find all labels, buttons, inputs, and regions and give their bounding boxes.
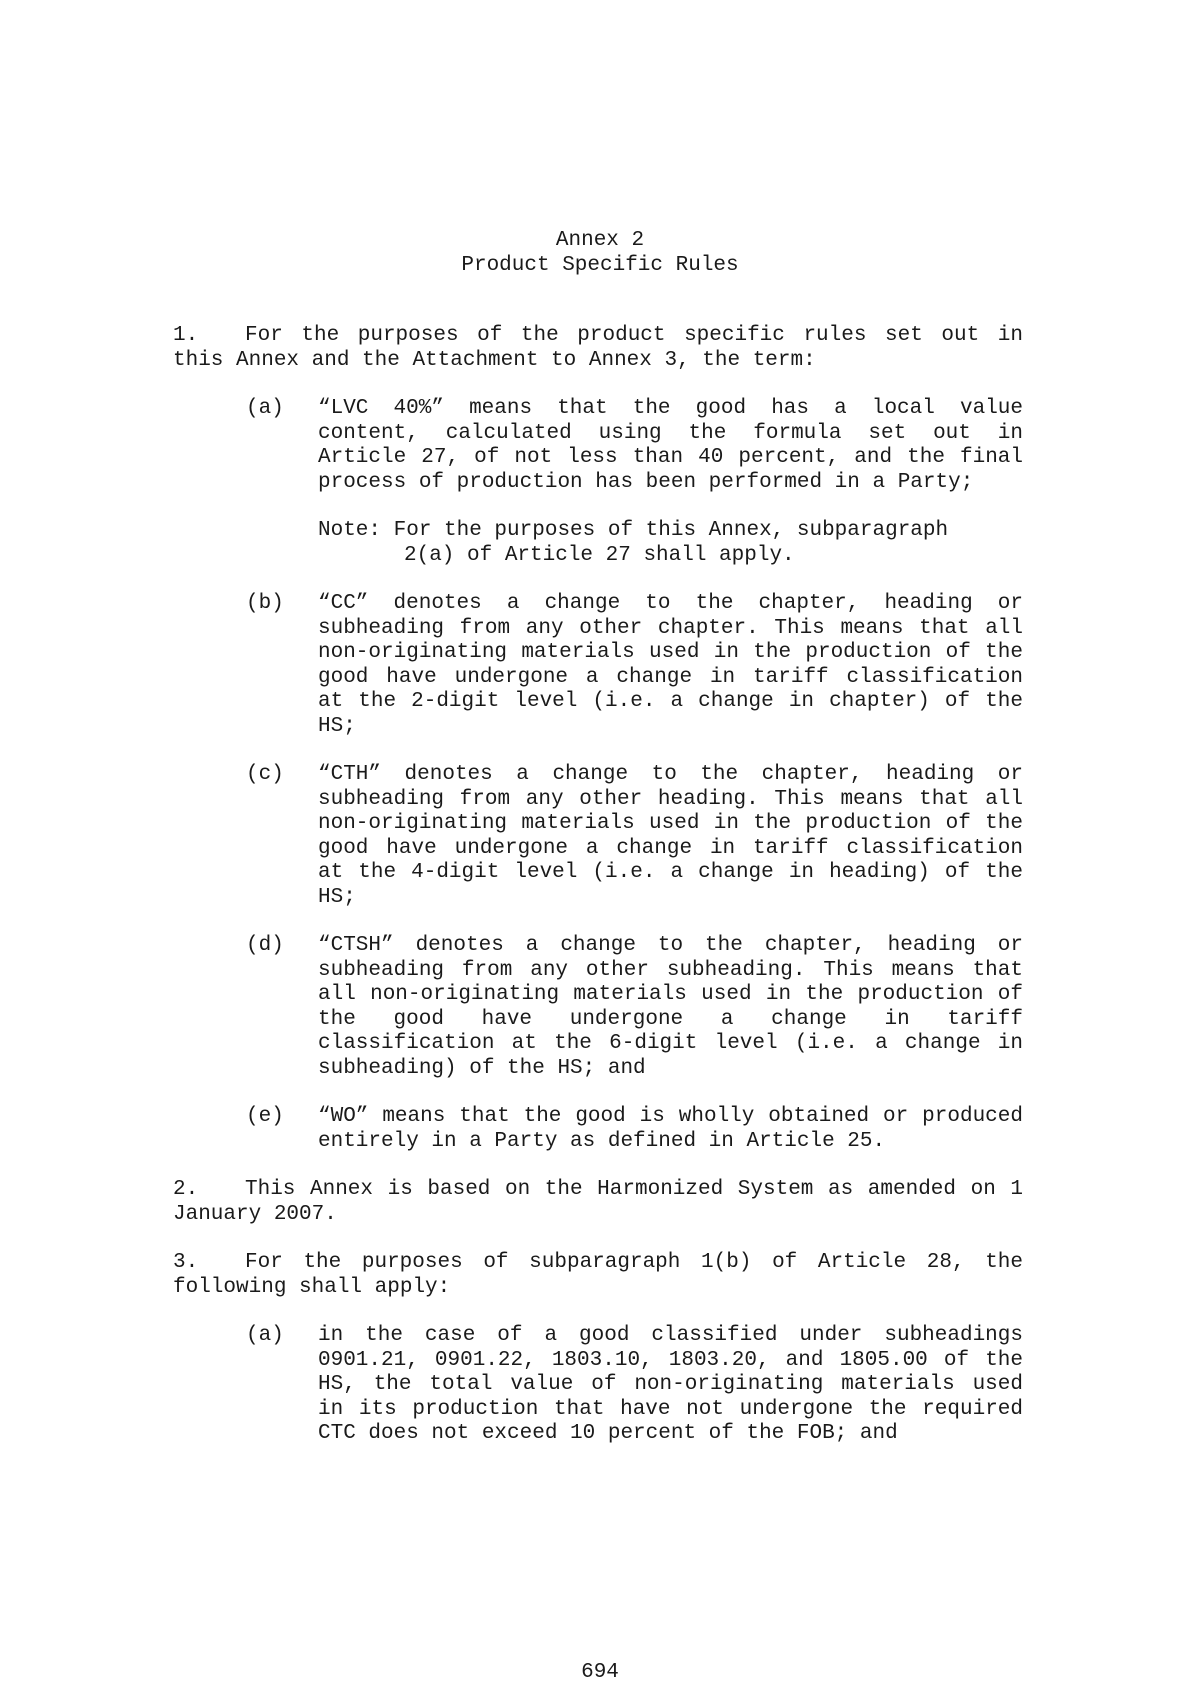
item-text: in the case of a good classified under subheadings 0901.21, 0901.22, 1803.10, 1803.20, and 1805.00 of the HS, the total value of non-originating materials used in its production that have not undergone the required CTC does not exceed 10 percent of the FOB; and [318,1324,1023,1445]
annex-number: Annex 2 [555,229,645,252]
page-number: 694 [581,1661,619,1684]
item-label: (a) [246,1324,284,1347]
paragraph-number: 1. [173,324,199,347]
note [173,519,1023,568]
paragraph-text: This Annex is based on the Harmonized System as amended on 1 January 2007. [173,1178,1023,1226]
paragraph-number: 3. [173,1251,199,1274]
list-item [173,1105,1023,1154]
item-text: “LVC 40%” means that the good has a local value content, calculated using the formula set out in Article 27, of not less than 40 percent, and the final process of production has been performed in a Party; [318,397,1023,494]
item-label: (e) [246,1105,284,1128]
list-item [173,934,1023,1081]
document-body [173,324,1023,1471]
list-item [173,397,1023,495]
paragraph-text: For the purposes of subparagraph 1(b) of Article 28, the following shall apply: [173,1251,1023,1299]
list-item [173,1324,1023,1447]
list-item [173,592,1023,739]
item-text: “WO” means that the good is wholly obtained or produced entirely in a Party as defined in Article 25. [318,1105,1023,1153]
list-item [173,763,1023,910]
item-text: “CTH” denotes a change to the chapter, heading or subheading from any other heading. This means that all non-originating materials used in the production of the good have undergone a change in tariff classification at the 4-digit level (i.e. a change in heading) of the HS; [318,763,1023,909]
item-text: “CC” denotes a change to the chapter, heading or subheading from any other chapter. This means that all non-originating materials used in the production of the good have undergone a change in tariff classification at the 2-digit level (i.e. a change in chapter) of the HS; [318,592,1023,738]
paragraph-2 [173,1178,1023,1227]
item-text: “CTSH” denotes a change to the chapter, heading or subheading from any other subheading. This means that all non-originating materials used in the production of the good have undergone a change in tariff classification at the 6-digit level (i.e. a change in subheading) of the HS; and [318,934,1023,1080]
note-line-1: Note: For the purposes of this Annex, subparagraph [318,519,949,542]
item-label: (a) [246,397,284,420]
paragraph-3 [173,1251,1023,1300]
paragraph-1 [173,324,1023,373]
item-label: (c) [246,763,284,786]
item-label: (d) [246,934,284,957]
annex-title: Product Specific Rules [461,254,739,277]
note-line-2: 2(a) of Article 27 shall apply. [404,543,795,567]
item-label: (b) [246,592,284,615]
paragraph-number: 2. [173,1178,199,1201]
paragraph-text: For the purposes of the product specific rules set out in this Annex and the Attachment to Annex 3, the term: [173,324,1023,372]
